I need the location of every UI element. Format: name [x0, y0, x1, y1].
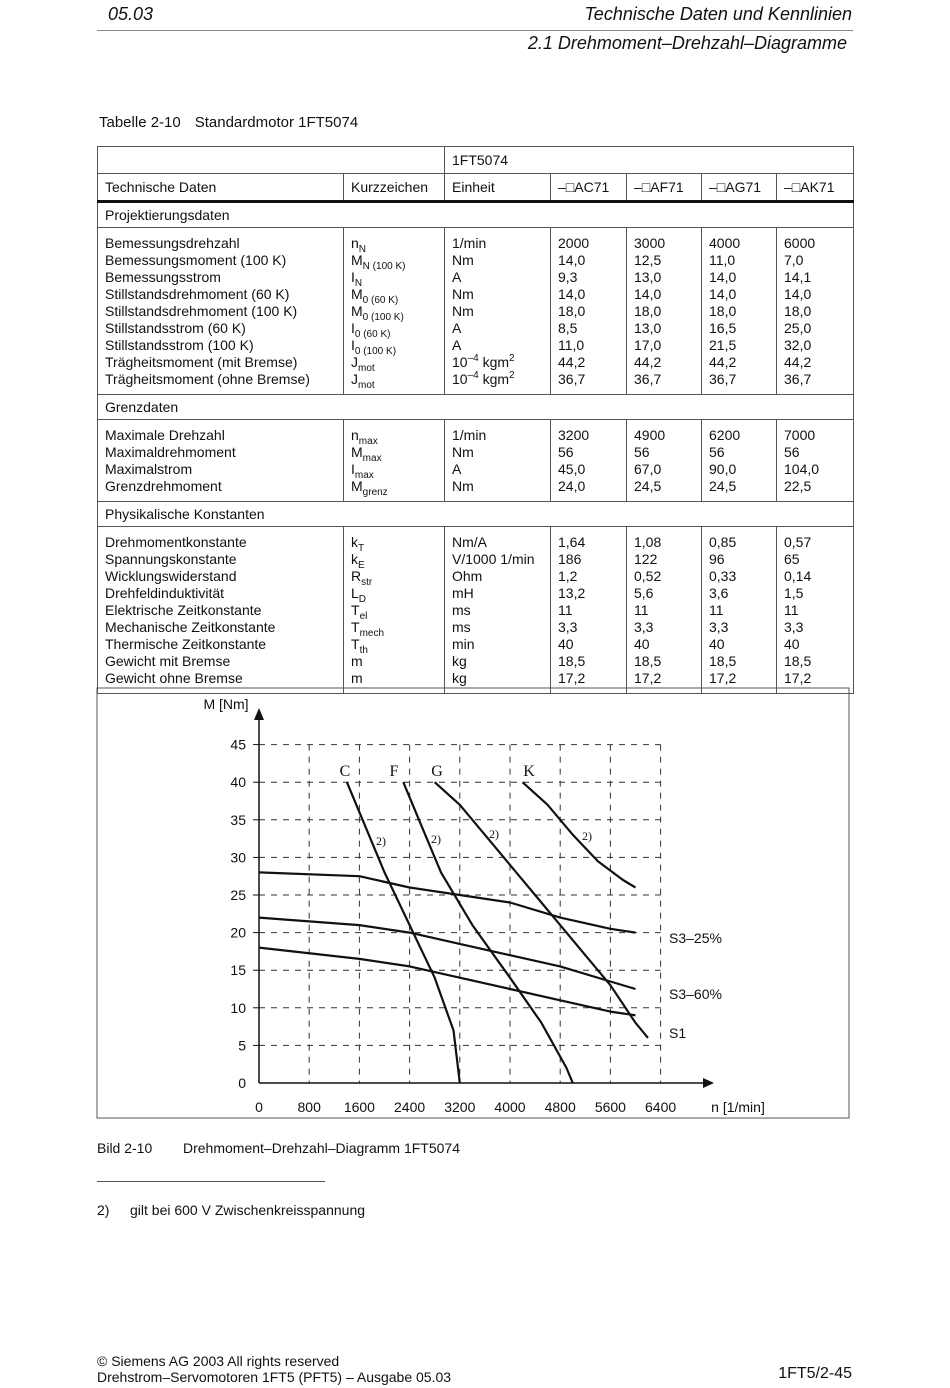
unit-exp: –4	[467, 353, 479, 364]
param-value: 22,5	[784, 478, 812, 494]
param-name: Stillstandsstrom (100 K)	[105, 337, 254, 353]
curve-label: F	[389, 763, 399, 780]
series-line-5	[435, 782, 648, 1038]
chart-frame	[97, 688, 849, 1118]
param-symbol: I	[351, 269, 355, 285]
param-value: 18,5	[634, 653, 662, 669]
param-value: 13,2	[558, 585, 586, 601]
param-name: Mechanische Zeitkonstante	[105, 619, 276, 635]
param-symbol-sub: 0 (60 K)	[362, 295, 399, 306]
param-value: 3,3	[634, 619, 654, 635]
x-tick-label: 4800	[544, 1099, 576, 1115]
curve-label: G	[431, 763, 443, 780]
param-value: 11,0	[558, 337, 585, 353]
footnote-text: gilt bei 600 V Zwischenkreisspannung	[130, 1202, 366, 1218]
param-name: Wicklungswiderstand	[105, 568, 237, 584]
param-value: 0,14	[784, 568, 812, 584]
param-unit: Ohm	[452, 568, 483, 584]
param-value: 14,0	[709, 269, 737, 285]
param-symbol-sub: str	[361, 577, 373, 588]
footer-page: 1FT5/2-45	[778, 1365, 852, 1382]
footnote-ref: 2)	[431, 832, 441, 846]
param-unit: Nm	[452, 444, 474, 460]
param-value: 56	[634, 444, 650, 460]
header-section: 2.1 Drehmoment–Drehzahl–Diagramme	[527, 33, 847, 53]
param-value: 5,6	[634, 585, 654, 601]
param-symbol: M	[351, 286, 363, 302]
y-tick-label: 35	[230, 811, 246, 828]
param-value: 3,3	[709, 619, 729, 635]
param-value: 40	[709, 636, 725, 652]
table-caption-title: Standardmotor 1FT5074	[194, 114, 359, 131]
param-unit: A	[452, 269, 462, 285]
param-name: Maximaldrehmoment	[105, 444, 236, 460]
param-unit: A	[452, 461, 462, 477]
y-tick-label: 5	[238, 1037, 246, 1054]
param-value: 18,0	[558, 303, 586, 319]
param-symbol: L	[351, 585, 359, 601]
param-value: 25,0	[784, 320, 812, 336]
param-value: 3000	[634, 235, 666, 251]
param-name: Grenzdrehmoment	[105, 478, 222, 494]
param-value: 24,5	[634, 478, 662, 494]
param-symbol: T	[351, 619, 360, 635]
param-name: Bemessungsstrom	[105, 269, 221, 285]
footer-product: Drehstrom–Servomotoren 1FT5 (PFT5) – Ausgabe 05.03	[97, 1369, 452, 1385]
param-name: Trägheitsmoment (ohne Bremse)	[105, 371, 310, 387]
param-name: Maximalstrom	[105, 461, 193, 477]
param-unit: V/1000 1/min	[452, 551, 535, 567]
param-name: Bemessungsmoment (100 K)	[105, 252, 287, 268]
param-value: 65	[784, 551, 800, 567]
y-tick-label: 45	[230, 736, 246, 753]
param-value: 17,2	[784, 670, 812, 686]
param-name: Stillstandsstrom (60 K)	[105, 320, 246, 336]
param-symbol-sub: max	[354, 470, 374, 481]
param-value: 90,0	[709, 461, 737, 477]
param-value: 7000	[784, 427, 816, 443]
param-value: 14,0	[709, 286, 737, 302]
x-tick-label: 0	[255, 1099, 263, 1115]
figure-caption-title: Drehmoment–Drehzahl–Diagramm 1FT5074	[183, 1140, 461, 1156]
curve-label: C	[339, 763, 351, 780]
param-value: 21,5	[709, 337, 737, 353]
param-symbol: m	[351, 670, 363, 686]
param-value: 12,5	[634, 252, 662, 268]
unit-rest: kgm	[478, 354, 510, 370]
param-value: 16,5	[709, 320, 737, 336]
x-tick-label: 6400	[645, 1099, 677, 1115]
param-value: 11	[709, 602, 724, 618]
section-title: Physikalische Konstanten	[98, 502, 854, 527]
param-value: 11	[634, 602, 649, 618]
param-value: 18,0	[709, 303, 737, 319]
param-value: 2000	[558, 235, 590, 251]
x-tick-label: 2400	[394, 1099, 426, 1115]
param-symbol-sub: max	[358, 436, 378, 447]
param-value: 14,0	[784, 286, 812, 302]
param-value: 3200	[558, 427, 590, 443]
y-tick-label: 30	[230, 849, 246, 866]
y-tick-label: 20	[230, 924, 246, 941]
param-name: Gewicht ohne Bremse	[105, 670, 243, 686]
param-symbol: M	[351, 303, 363, 319]
footnote-ref: 2)	[376, 834, 386, 848]
param-symbol-sub: el	[359, 611, 368, 622]
param-value: 56	[784, 444, 800, 460]
footer-copyright: © Siemens AG 2003 All rights reserved	[97, 1353, 340, 1369]
param-value: 40	[784, 636, 800, 652]
param-symbol-sub: mot	[358, 380, 375, 391]
x-tick-label: 1600	[343, 1099, 375, 1115]
header-date: 05.03	[108, 4, 154, 24]
param-value: 13,0	[634, 320, 662, 336]
param-value: 6200	[709, 427, 741, 443]
series-label: S1	[669, 1025, 687, 1041]
param-value: 4000	[709, 235, 741, 251]
param-unit: ms	[452, 602, 471, 618]
param-value: 11	[558, 602, 573, 618]
param-symbol: k	[351, 551, 358, 567]
param-value: 32,0	[784, 337, 812, 353]
param-symbol: T	[351, 602, 360, 618]
param-value: 36,7	[784, 371, 812, 387]
param-value: 45,0	[558, 461, 586, 477]
x-tick-label: 5600	[594, 1099, 626, 1115]
series-line-6	[523, 782, 636, 887]
x-tick-label: 800	[297, 1099, 321, 1115]
param-symbol-sub: mot	[358, 363, 375, 374]
param-symbol-sub: mech	[359, 628, 385, 639]
column-header: Kurzzeichen	[344, 174, 445, 202]
section-title: Grenzdaten	[98, 395, 854, 420]
param-value: 17,2	[558, 670, 586, 686]
param-unit: Nm	[452, 252, 474, 268]
param-value: 44,2	[634, 354, 662, 370]
param-value: 14,0	[634, 286, 662, 302]
param-symbol: J	[351, 371, 358, 387]
param-symbol-sub: 0 (100 K)	[362, 312, 404, 323]
y-tick-label: 40	[230, 774, 246, 791]
param-symbol: I	[351, 320, 355, 336]
param-value: 122	[634, 551, 658, 567]
param-symbol-sub: 0 (60 K)	[354, 329, 391, 340]
figure-caption-number: Bild 2-10	[97, 1140, 153, 1156]
param-value: 18,5	[709, 653, 737, 669]
param-value: 7,0	[784, 252, 804, 268]
param-unit: 1/min	[452, 427, 487, 443]
param-symbol: T	[351, 636, 360, 652]
param-value: 14,0	[558, 286, 586, 302]
footnote-rule	[97, 1181, 325, 1182]
param-value: 17,2	[634, 670, 662, 686]
column-header: –□AF71	[627, 174, 702, 202]
param-value: 8,5	[558, 320, 578, 336]
param-value: 17,0	[634, 337, 662, 353]
param-symbol: I	[351, 337, 355, 353]
param-value: 18,5	[784, 653, 812, 669]
param-name: Spannungskonstante	[105, 551, 237, 567]
param-value: 1,5	[784, 585, 804, 601]
param-name: Stillstandsdrehmoment (60 K)	[105, 286, 290, 302]
param-value: 11	[784, 602, 799, 618]
param-value: 18,5	[558, 653, 586, 669]
param-value: 4900	[634, 427, 666, 443]
param-symbol: J	[351, 354, 358, 370]
param-symbol: k	[351, 534, 358, 550]
table-caption-number: Tabelle 2-10	[99, 114, 181, 131]
param-symbol: R	[351, 568, 362, 584]
param-value: 56	[709, 444, 725, 460]
param-value: 36,7	[634, 371, 662, 387]
param-symbol: I	[351, 461, 355, 477]
column-header: Technische Daten	[98, 174, 344, 202]
param-value: 36,7	[558, 371, 586, 387]
param-value: 36,7	[709, 371, 737, 387]
y-axis-label: M [Nm]	[203, 696, 249, 712]
param-value: 96	[709, 551, 725, 567]
param-value: 1,2	[558, 568, 578, 584]
param-value: 24,0	[558, 478, 586, 494]
param-value: 0,85	[709, 534, 737, 550]
x-tick-label: 3200	[444, 1099, 476, 1115]
param-symbol-sub: max	[362, 453, 382, 464]
param-value: 104,0	[784, 461, 820, 477]
param-name: Drehfeldinduktivität	[105, 585, 225, 601]
param-name: Maximale Drehzahl	[105, 427, 225, 443]
param-symbol: M	[351, 478, 363, 494]
y-axis-arrow	[254, 708, 264, 720]
param-name: Gewicht mit Bremse	[105, 653, 231, 669]
param-unit: A	[452, 337, 462, 353]
series-label: S3–60%	[669, 986, 722, 1002]
param-unit: 1/min	[452, 235, 487, 251]
param-symbol-sub: 0 (100 K)	[354, 346, 397, 357]
param-symbol-sub: grenz	[362, 487, 388, 498]
param-value: 0,57	[784, 534, 812, 550]
param-name: Drehmomentkonstante	[105, 534, 247, 550]
param-unit: A	[452, 320, 462, 336]
y-tick-label: 10	[230, 999, 246, 1016]
footnote-ref: 2)	[582, 829, 592, 843]
param-value: 40	[634, 636, 650, 652]
x-axis-label: n [1/min]	[711, 1099, 765, 1115]
param-unit: 10	[452, 371, 468, 387]
param-symbol-sub: th	[359, 645, 368, 656]
param-symbol-sub: N	[358, 244, 367, 255]
param-value: 0,33	[709, 568, 737, 584]
param-unit: ms	[452, 619, 471, 635]
param-value: 67,0	[634, 461, 662, 477]
param-symbol-sub: D	[358, 594, 367, 605]
param-symbol: n	[351, 235, 359, 251]
unit-exp2: 2	[509, 370, 515, 381]
param-symbol: m	[351, 653, 363, 669]
param-name: Thermische Zeitkonstante	[105, 636, 267, 652]
param-unit: 10	[452, 354, 468, 370]
param-value: 11,0	[709, 252, 736, 268]
curve-label: K	[523, 763, 535, 780]
param-value: 44,2	[709, 354, 737, 370]
param-value: 44,2	[558, 354, 586, 370]
param-value: 6000	[784, 235, 816, 251]
param-value: 18,0	[634, 303, 662, 319]
model-header: 1FT5074	[445, 147, 854, 174]
param-unit: kg	[452, 653, 467, 669]
param-value: 18,0	[784, 303, 812, 319]
param-unit: Nm	[452, 478, 474, 494]
param-value: 56	[558, 444, 574, 460]
param-value: 3,6	[709, 585, 729, 601]
x-tick-label: 4000	[494, 1099, 526, 1115]
y-tick-label: 15	[230, 962, 246, 979]
param-symbol: n	[351, 427, 359, 443]
param-value: 24,5	[709, 478, 737, 494]
param-value: 3,3	[558, 619, 578, 635]
column-header: –□AC71	[551, 174, 627, 202]
param-unit: Nm/A	[452, 534, 487, 550]
series-label: S3–25%	[669, 930, 722, 946]
unit-exp2: 2	[509, 353, 515, 364]
column-header: –□AG71	[702, 174, 777, 202]
param-value: 17,2	[709, 670, 737, 686]
footnote-ref: 2)	[489, 827, 499, 841]
param-name: Elektrische Zeitkonstante	[105, 602, 262, 618]
footnote-mark: 2)	[97, 1202, 110, 1218]
param-unit: mH	[452, 585, 474, 601]
param-name: Trägheitsmoment (mit Bremse)	[105, 354, 298, 370]
y-tick-label: 25	[230, 887, 246, 903]
unit-rest: kgm	[478, 371, 510, 387]
param-unit: kg	[452, 670, 467, 686]
param-value: 14,0	[558, 252, 586, 268]
param-value: 44,2	[784, 354, 812, 370]
header-chapter: Technische Daten und Kennlinien	[584, 4, 852, 24]
param-value: 9,3	[558, 269, 578, 285]
param-unit: Nm	[452, 286, 474, 302]
param-value: 40	[558, 636, 574, 652]
param-symbol-sub: N (100 K)	[362, 261, 406, 272]
param-symbol: M	[351, 444, 363, 460]
param-value: 1,64	[558, 534, 586, 550]
param-name: Bemessungsdrehzahl	[105, 235, 240, 251]
param-value: 3,3	[784, 619, 804, 635]
param-name: Stillstandsdrehmoment (100 K)	[105, 303, 298, 319]
column-header: Einheit	[445, 174, 551, 202]
param-symbol-sub: T	[358, 543, 365, 554]
param-value: 14,1	[784, 269, 812, 285]
param-value: 13,0	[634, 269, 662, 285]
param-symbol-sub: E	[358, 560, 365, 571]
param-value: 0,52	[634, 568, 662, 584]
series-line-2	[259, 948, 636, 1016]
param-value: 186	[558, 551, 582, 567]
param-value: 1,08	[634, 534, 662, 550]
section-title: Projektierungsdaten	[98, 202, 854, 228]
param-unit: min	[452, 636, 475, 652]
param-unit: Nm	[452, 303, 474, 319]
y-tick-label: 0	[238, 1075, 246, 1091]
param-symbol-sub: N	[354, 278, 363, 289]
unit-exp: –4	[467, 370, 479, 381]
x-axis-arrow	[703, 1078, 714, 1088]
column-header: –□AK71	[777, 174, 854, 202]
param-symbol: M	[351, 252, 363, 268]
